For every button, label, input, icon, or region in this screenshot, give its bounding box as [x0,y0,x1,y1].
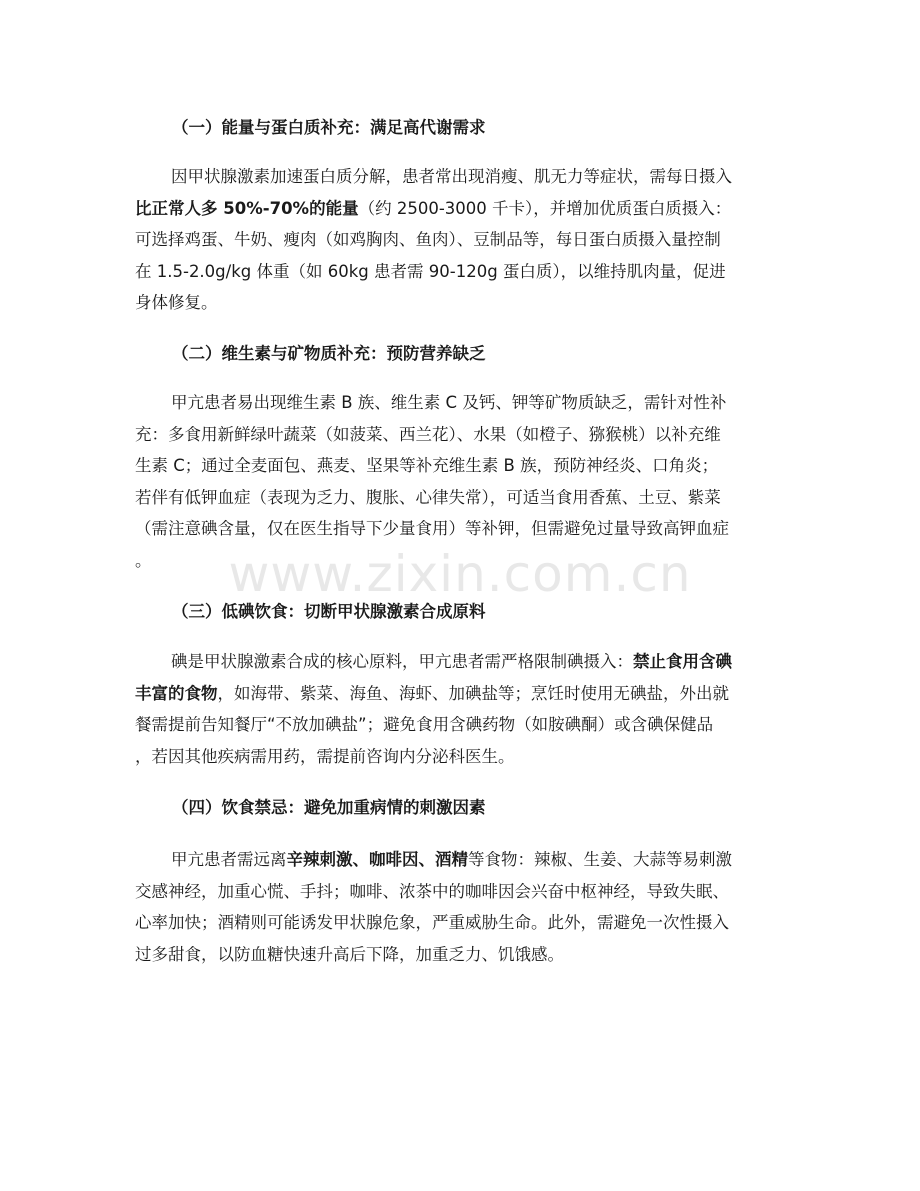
bold-text: 禁止食用含碘 [633,652,732,671]
text-run: 可选择鸡蛋、牛奶、瘦肉（如鸡胸肉、鱼肉）、豆制品等，每日蛋白质摄入量控制 [135,230,721,249]
paragraph-line [135,844,787,876]
text-run: 充：多食用新鲜绿叶蔬菜（如菠菜、西兰花）、水果（如橙子、猕猴桃）以补充维 [135,424,721,444]
text-run: 。 [135,550,152,570]
text-run: 等食物：辣椒、生姜、大蒜等易刺激 [468,850,732,869]
paragraph-line [135,741,787,773]
paragraph-line [135,482,787,514]
section-4-paragraph [135,844,787,970]
section-4-heading: （四）饮食禁忌：避免加重病情的刺激因素 [172,798,486,817]
bold-text: 比正常人多 50%-70%的能量 [135,198,359,218]
text-run: 过多甜食，以防血糖快速升高后下降，加重乏力、饥饿感。 [135,944,564,964]
text-run: ，若因其他疾病需用药，需提前咨询内分泌科医生。 [135,746,515,766]
text-run: 心率加快；酒精则可能诱发甲状腺危象，严重威胁生命。此外，需避免一次性摄入 [135,913,729,932]
section-2-paragraph [135,387,787,576]
text-run: （约 2500-3000 千卡），并增加优质蛋白质摄入： [358,198,732,218]
paragraph-line [135,907,787,939]
paragraph-line [135,876,787,908]
text-run: 身体修复。 [135,293,218,312]
watermark: www.zixin.com.cn [228,545,692,603]
bold-text: 辛辣刺激、咖啡因、酒精 [286,850,468,869]
paragraph-line [135,646,787,678]
paragraph-line [135,419,787,451]
text-run: 因甲状腺激素加速蛋白质分解，患者常出现消瘦、肌无力等症状，需每日摄入 [171,167,732,186]
paragraph-line [135,450,787,482]
section-3-paragraph [135,646,787,772]
paragraph-line [135,287,787,319]
section-1-paragraph [135,161,787,319]
text-run: 餐需提前告知餐厅“不放加碘盐”；避免食用含碘药物（如胺碘酮）或含碘保健品 [135,715,714,734]
paragraph-line [135,224,787,256]
paragraph-line [135,256,787,288]
text-run: 碘是甲状腺激素合成的核心原料，甲亢患者需严格限制碘摄入： [171,652,633,671]
paragraph-line [135,545,787,577]
text-run: （需注意碘含量，仅在医生指导下少量食用）等补钾，但需避免过量导致高钾血症 [135,519,729,538]
paragraph-line [135,387,787,419]
text-run: 甲亢患者易出现维生素 B 族、维生素 C 及钙、钾等矿物质缺乏，需针对性补 [171,393,727,412]
paragraph-line [135,678,787,710]
text-run: 甲亢患者需远离 [171,850,287,869]
paragraph-line [135,513,787,545]
text-run: 交感神经，加重心慌、手抖；咖啡、浓茶中的咖啡因会兴奋中枢神经，导致失眠、 [135,881,729,901]
paragraph-line [135,161,787,193]
paragraph-line [135,193,787,225]
text-run: ，如海带、紫菜、海鱼、海虾、加碘盐等；烹饪时使用无碘盐，外出就 [217,683,729,703]
section-3-heading: （三）低碘饮食：切断甲状腺激素合成原料 [172,602,486,621]
paragraph-line [135,939,787,971]
paragraph-line [135,709,787,741]
text-run: 若伴有低钾血症（表现为乏力、腹胀、心律失常），可适当食用香蕉、土豆、紫菜 [135,487,721,507]
text-run: 在 1.5-2.0g/kg 体重（如 60kg 患者需 90-120g 蛋白质），以维持肌肉量，促进 [135,261,726,281]
text-run: 生素 C；通过全麦面包、燕麦、坚果等补充维生素 B 族，预防神经炎、口角炎； [135,456,719,475]
section-2-heading: （二）维生素与矿物质补充：预防营养缺乏 [172,344,486,363]
bold-text: 丰富的食物 [135,683,218,703]
section-1-heading: （一）能量与蛋白质补充：满足高代谢需求 [172,118,486,137]
